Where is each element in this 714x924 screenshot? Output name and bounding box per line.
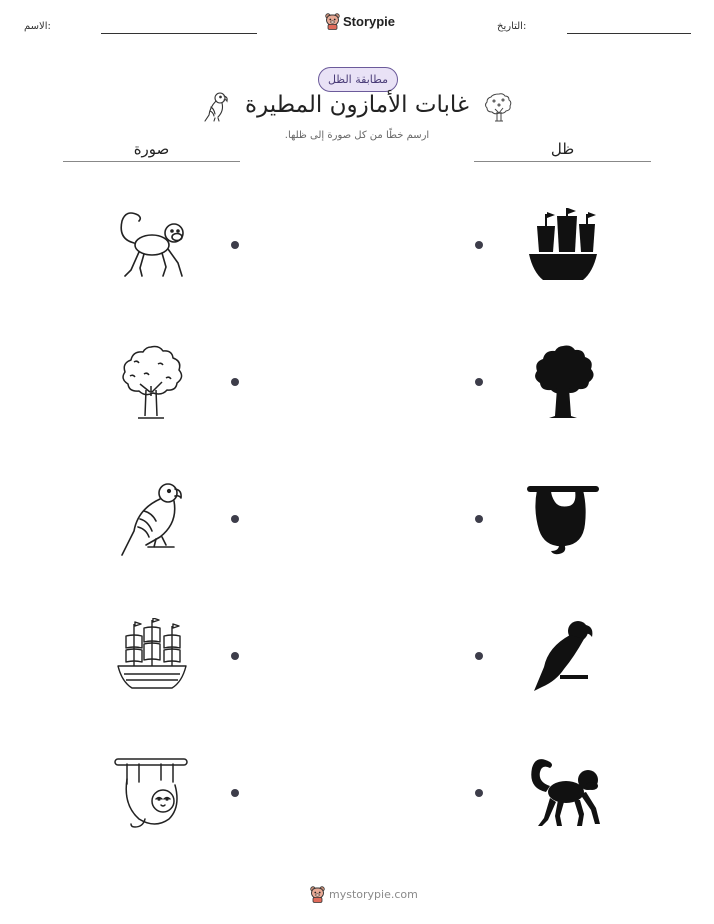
footer-url[interactable]: mystorypie.com	[329, 888, 418, 901]
picture-column-rule	[63, 161, 240, 162]
footer	[310, 886, 418, 903]
ship-silhouette	[527, 208, 599, 282]
picture-1-dot[interactable]	[231, 241, 239, 249]
name-label: الاسم:	[24, 21, 51, 32]
shadow-1-dot[interactable]	[475, 241, 483, 249]
shadow-column-rule	[474, 161, 651, 162]
picture-2-dot[interactable]	[231, 378, 239, 386]
picture-5-dot[interactable]	[231, 789, 239, 797]
shadow-column-header: ظل	[550, 140, 575, 158]
monkey-silhouette	[526, 756, 602, 830]
date-line[interactable]	[567, 33, 691, 34]
tree-icon	[484, 91, 514, 123]
monkey-drawing	[112, 207, 188, 283]
picture-column-header: صورة	[133, 140, 170, 158]
date-label: التاريخ:	[497, 21, 527, 32]
tree-drawing	[116, 344, 186, 420]
brand-name: Storypie	[343, 14, 396, 29]
ship-drawing	[116, 618, 188, 692]
shadow-3-dot[interactable]	[475, 515, 483, 523]
tree-silhouette	[529, 344, 597, 420]
bear-mascot-icon	[310, 886, 325, 903]
brand-logo	[325, 13, 395, 30]
instructions: ارسم خطًا من كل صورة إلى ظلها.	[284, 130, 430, 141]
worksheet-type-badge: مطابقة الظل	[318, 67, 398, 92]
sloth-silhouette	[527, 482, 599, 556]
shadow-4-dot[interactable]	[475, 652, 483, 660]
parrot-drawing	[118, 481, 184, 557]
shadow-2-dot[interactable]	[475, 378, 483, 386]
picture-4-dot[interactable]	[231, 652, 239, 660]
bear-mascot-icon	[325, 13, 340, 30]
name-line[interactable]	[101, 33, 257, 34]
picture-3-dot[interactable]	[231, 515, 239, 523]
page-title: غابات الأمازون المطيرة	[245, 92, 469, 118]
sloth-drawing	[113, 755, 189, 831]
parrot-silhouette	[532, 619, 594, 693]
parrot-icon	[202, 91, 230, 123]
shadow-5-dot[interactable]	[475, 789, 483, 797]
